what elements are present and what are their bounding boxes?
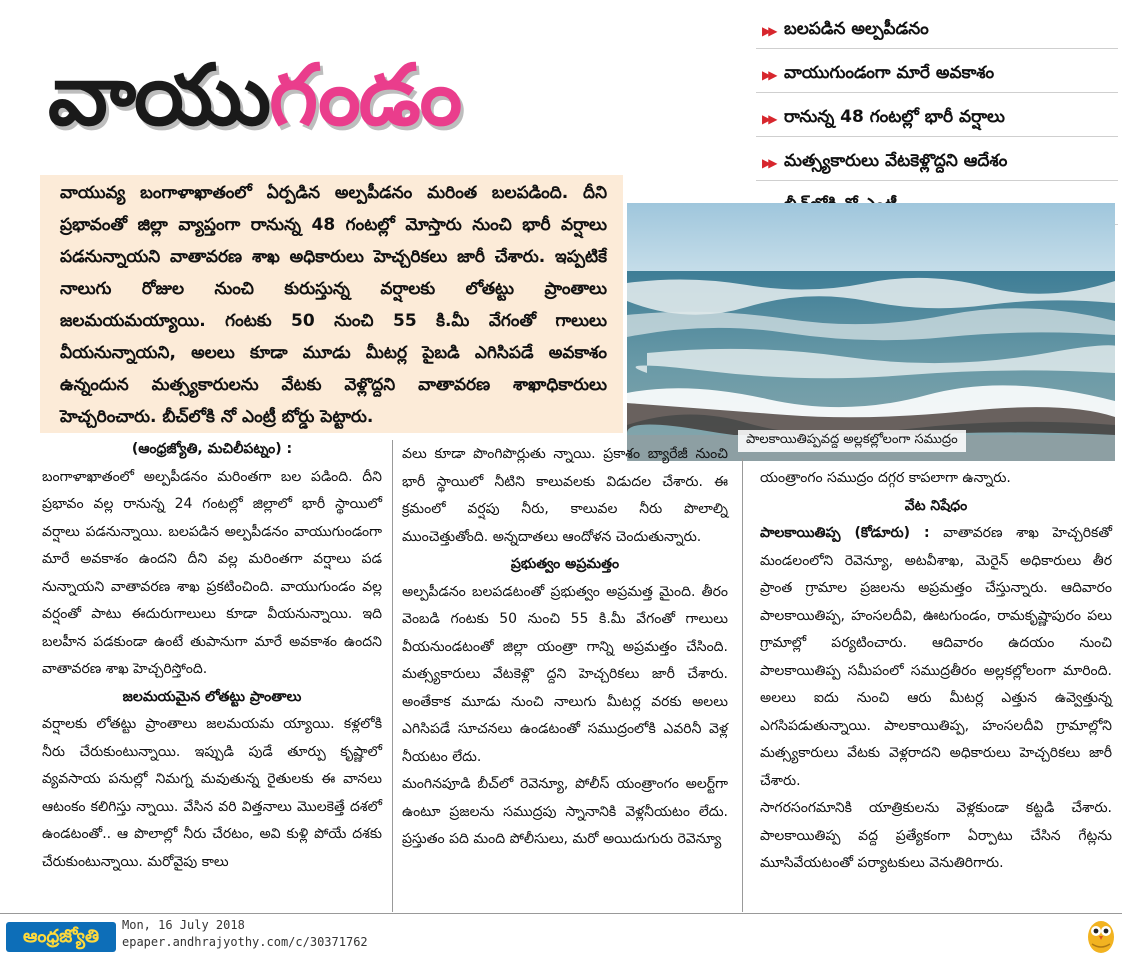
photo-caption: పాలకాయితిప్పవద్ద అల్లకల్లోలంగా సముద్రం (738, 430, 966, 452)
paragraph: సాగరసంగమానికి యాత్రికులను వెళ్లకుండా కట్టడి చేశారు. పాలకాయితిప్ప వద్ద ప్రత్యేకంగా ఏర్పాటు చేసిన గేట్లను మూసివేయటంతో పర్యాటకులు వెనుతిరిగారు. (760, 800, 1112, 871)
highlights-list (756, 14, 1118, 234)
highlight-item (756, 58, 1118, 93)
highlight-item (756, 102, 1118, 137)
sub-dateline: పాలకాయితిప్ప (కోడూరు) : (760, 525, 930, 541)
article-column-3 (760, 465, 1112, 878)
paragraph: వలు కూడా పొంగిపొర్లుతు న్నాయి. ప్రకాశం బ్యారేజీ నుంచి భారీ స్థాయిలో నీటిని కాలువలకు విడుదల చేశారు. ఈ క్రమంలో వర్షపు నీరు, కాలువల నీరు పొలాల్ని ముంచెత్తుతోంది. అన్నదాతలు ఆందోళన చెందుతున్నారు. (402, 446, 728, 545)
edition-url[interactable]: epaper.andhrajyothy.com/c/30371762 (122, 935, 368, 949)
edition-date: Mon, 16 July 2018 (122, 918, 245, 932)
headline-part2: గండం (269, 46, 461, 144)
paragraph: యంత్రాంగం సముద్రం దగ్గర కాపలాగా ఉన్నారు. (760, 470, 1011, 486)
highlight-text: మత్స్యకారులు వేటకెళ్లొద్దని ఆదేశం (784, 151, 1008, 171)
highlight-text: వాయుగుండంగా మారే అవకాశం (784, 63, 995, 83)
sea-photo-image (627, 203, 1115, 461)
intro-text: వాయువ్య బంగాళాఖాతంలో ఏర్పడిన అల్పపీడనం మరింత బలపడింది. దీని ప్రభావంతో జిల్లా వ్యాప్తంగా రానున్న 48 గంటల్లో మోస్తారు నుంచి భారీ వర్షాలు పడనున్నాయని వాతావరణ శాఖ అధికారులు హెచ్చరికలు జారీ చేశారు. ఇప్పటికే నాలుగు రోజుల నుంచి కురుస్తున్న వర్షాలకు లోతట్టు ప్రాంతాలు జలమయమయ్యాయి. గంటకు 50 నుంచి 55 కి.మీ వేగంతో గాలులు వీయనున్నాయని, అలలు కూడా మూడు మీటర్ల పైబడి ఎగిసిపడే అవకాశం ఉన్నందున మత్స్యకారులను వేటకు వెళ్లొద్దని వాతావరణ శాఖాధికారులు హెచ్చరించారు. బీచ్‌లోకి నో ఎంట్రీ బోర్డు పెట్టారు. (60, 183, 607, 427)
footer-divider (0, 913, 1122, 914)
double-chevron-icon: ▶▶ (762, 68, 775, 82)
dateline: (ఆంధ్రజ్యోతి, మచిలీపట్నం) : (131, 441, 293, 457)
footer-info (122, 917, 368, 951)
sea-photo (627, 203, 1115, 461)
paragraph: మంగినపూడి బీచ్‌లో రెవెన్యూ, పోలీస్ యంత్రాంగం అలర్ట్‌గా ఉంటూ ప్రజలను సముద్రపు స్నానానికి వెళ్లనీయటం లేదు. ప్రస్తుతం పది మంది పోలీసులు, మరో అయిదుగురు రెవెన్యూ (402, 776, 728, 847)
intro-box (40, 175, 623, 433)
double-chevron-icon: ▶▶ (762, 24, 775, 38)
article-column-1 (42, 436, 382, 876)
article-column-2 (402, 441, 728, 854)
owl-icon (1086, 916, 1116, 954)
highlight-item (756, 14, 1118, 49)
paragraph: వర్షాలకు లోతట్టు ప్రాంతాలు జలమయమ య్యాయి. కళ్లలోకి నీరు చేరుకుంటున్నాయి. ఇప్పుడి పుడే తూర్పు కృష్ణాలో వ్యవసాయ పనుల్లో నిమగ్న మవుతున్న రైతులకు ఈ వానలు ఆటంకం కలిగిస్తు న్నాయి. వేసిన వరి విత్తనాలు మొలకెత్తే దశలో ఉండటంతో.. ఆ పొలాల్లో నీరు చేరటం, అవి కుళ్లి పోయే దశకు చేరుకుంటున్నాయి. మరోవైపు కాలు (42, 716, 382, 870)
double-chevron-icon: ▶▶ (762, 156, 775, 170)
paragraph (760, 520, 1112, 795)
column-divider (392, 440, 393, 912)
paragraph: అల్పపీడనం బలపడటంతో ప్రభుత్వం అప్రమత్త మైంది. తీరం వెంబడి గంటకు 50 నుంచి 55 కి.మీ వేగంతో గాలులు వీయనుండటంతో జిల్లా యంత్రా గాన్ని అప్రమత్తం చేసింది. మత్స్యకారులు వేటకెళ్లొ ద్దని హెచ్చరికలు జారీ చేశారు. అంతేకాక మూడు నుంచి నాలుగు మీటర్ల వరకు అలలు ఎగిసిపడే సూచనలు ఉండటంతో సముద్రంలోకి ఎవరినీ వెళ్ల నీయటం లేదు. (402, 583, 728, 765)
headline-part1: వాయు (48, 46, 270, 144)
section-heading: జలమయమైన లోతట్టు ప్రాంతాలు (122, 688, 302, 705)
highlight-item (756, 146, 1118, 181)
highlight-text: రానున్న 48 గంటల్లో భారీ వర్షాలు (784, 107, 1005, 127)
headline (48, 40, 728, 150)
highlight-text: బలపడిన అల్పపీడనం (784, 19, 929, 39)
paragraph: బంగాళాఖాతంలో అల్పపీడనం మరింతగా బల పడింది. దీని ప్రభావం వల్ల రానున్న 24 గంటల్లో జిల్లాలో భారీ స్థాయిలో వర్షాలు పడనున్నాయి. బలపడిన అల్పపీడనం వాయుగుండంగా మారే అవకాశం ఉందని దీని వల్ల మరింతగా వర్షాలు పడ నున్నాయని వాతావరణ శాఖ ప్రకటించింది. వాయుగుండం వల్ల వర్షంతో పాటు ఈదురుగాలులు కూడా వీయనున్నాయి. ఇది బలహీన పడకుండా ఉంటే తుపానుగా మారే అవకాశం ఉందని వాతావరణ శాఖ హెచ్చరిస్తోంది. (42, 468, 382, 677)
section-heading: ప్రభుత్వం అప్రమత్తం (510, 556, 620, 572)
newspaper-logo: ఆంధ్రజ్యోతి (6, 922, 116, 952)
paragraph-text: వాతావరణ శాఖ హెచ్చరికతో మండలంలోని రెవెన్యూ, అటవీశాఖ, మెరైన్ అధికారులు తీర ప్రాంత గ్రామాల ప్రజలను అప్రమత్తం చేస్తున్నారు. ఆదివారం పాలకాయితిప్ప, హంసలదీవి, ఊటగుండం, రామకృష్ణాపురం పలు గ్రామాల్లో పర్యటించారు. ఆదివారం ఉదయం నుంచి పాలకాయితిప్ప సమీపంలో సముద్రతీరం అల్లకల్లోలంగా మారింది. అలలు ఐదు నుంచి ఆరు మీటర్ల ఎత్తున ఉవ్వెత్తున్న ఎగసిపడుతున్నాయి. పాలకాయితిప్ప, హంసలదీవి గ్రామాల్లోని మత్స్యకారులు వేటకు వెళ్లరాదని అధికారులు హెచ్చరికలు జారీ చేశారు. (760, 525, 1112, 789)
double-chevron-icon: ▶▶ (762, 112, 775, 126)
section-heading: వేట నిషేధం (904, 497, 968, 514)
column-divider (742, 458, 743, 912)
